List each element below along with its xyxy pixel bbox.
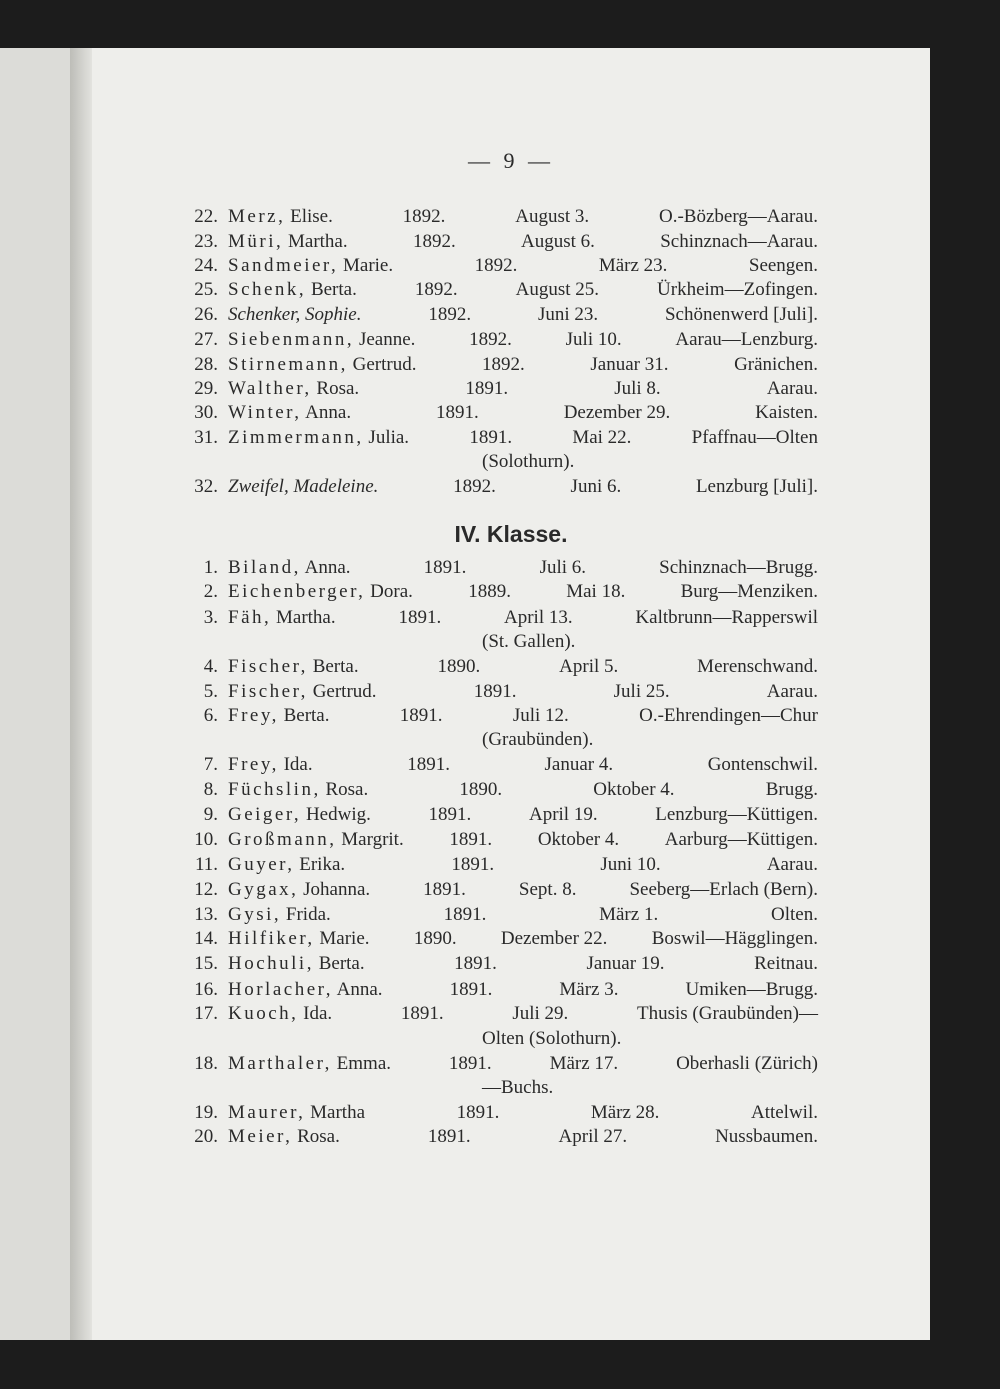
entry-surname: Gygax, (228, 879, 299, 900)
entry-surname: Stirnemann, (228, 354, 348, 375)
entry-text (228, 1125, 818, 1149)
entry-text (228, 878, 818, 902)
entry-text (228, 680, 818, 704)
entry-name (228, 753, 313, 777)
entry-number: 12. (194, 879, 218, 900)
entry-firstname: Marie. (314, 928, 370, 949)
entry-number: 9. (203, 804, 218, 825)
entry-number: 16. (194, 979, 218, 1000)
entry-surname: Walther, (228, 378, 312, 399)
entry-text (228, 1052, 818, 1076)
entry-date: August 25. (515, 279, 600, 300)
entry-name (228, 606, 336, 630)
entry-year: 1890. (459, 779, 503, 800)
entry-name (228, 401, 351, 425)
entry-date: Dezember 22. (500, 928, 608, 949)
entry-firstname: Berta. (306, 279, 357, 300)
entry-text (228, 952, 818, 976)
entry-number: 3. (203, 607, 218, 628)
entry-number: 22. (194, 206, 218, 227)
entry-date: März 28. (590, 1102, 660, 1123)
entry-place: Burg—Menziken. (680, 581, 818, 602)
entry-date: Juli 12. (512, 705, 569, 726)
entry-place: Pfaffnau—Olten (691, 427, 818, 448)
entry-firstname: Ida. (278, 754, 313, 775)
entry-firstname: Rosa. (320, 779, 369, 800)
entry-date: März 17. (549, 1053, 619, 1074)
entry-date: Oktober 4. (537, 829, 620, 850)
entry-surname: Müri, (228, 231, 284, 252)
entry-year: 1891. (423, 557, 467, 578)
entry-place: Aarau. (766, 378, 818, 399)
entry-name (228, 878, 370, 902)
entry-number: 28. (194, 354, 218, 375)
entry-year: 1892. (414, 279, 458, 300)
entry-firstname: Berta. (307, 656, 359, 677)
entry-number: 18. (194, 1053, 218, 1074)
entry-date: Oktober 4. (593, 779, 675, 800)
entry-date: Juli 8. (614, 378, 661, 399)
entry-name (228, 1125, 340, 1149)
entry-text (228, 475, 818, 499)
entry-firstname: Margrit. (336, 829, 404, 850)
entry-place: Boswil—Hägglingen. (651, 928, 818, 949)
entry-place: Ürkheim—Zofingen. (657, 279, 818, 300)
entry-place: Thusis (Graubünden)— (636, 1003, 818, 1024)
entry-surname: Frey, (228, 754, 279, 775)
entry-name (228, 278, 357, 302)
entry-firstname: Gertrud. (347, 354, 417, 375)
entry-year: 1891. (469, 427, 513, 448)
entry-name (228, 377, 359, 401)
entry-year: 1890. (437, 656, 481, 677)
entry-name (228, 580, 413, 604)
entry-firstname: Anna. (300, 557, 351, 578)
entry-year: 1891. (443, 904, 487, 925)
entry-name (228, 952, 365, 976)
document-page (92, 48, 930, 1340)
entry-firstname: Berta. (278, 705, 330, 726)
entry-date: März 3. (559, 979, 619, 1000)
entry-year: 1891. (428, 804, 472, 825)
entry-name (228, 303, 362, 327)
entry-firstname: Erika. (294, 854, 346, 875)
entry-date: Juli 10. (565, 329, 622, 350)
entry-number: 8. (203, 779, 218, 800)
entry-place: Nussbaumen. (715, 1126, 818, 1147)
entry-place: Gontenschwil. (707, 754, 818, 775)
entry-text (228, 978, 818, 1002)
entry-surname: Marthaler, (228, 1053, 332, 1074)
entry-date: Dezember 29. (563, 402, 671, 423)
entry-text (228, 254, 818, 278)
entry-name (228, 978, 383, 1002)
entry-name (228, 254, 393, 278)
entry-number: 1. (203, 557, 218, 578)
entry-number: 5. (203, 681, 218, 702)
entry-year: 1891. (427, 1126, 471, 1147)
entry-firstname: Johanna. (298, 879, 371, 900)
entry-year: 1891. (423, 879, 466, 900)
entry-date: Januar 19. (586, 953, 665, 974)
entry-year: 1891. (451, 854, 495, 875)
entry-surname: Biland, (228, 557, 301, 578)
entry-number: 23. (194, 231, 218, 252)
entry-surname: Meier, (228, 1126, 293, 1147)
entry-year: 1891. (436, 402, 479, 423)
entry-name (228, 853, 345, 877)
entry-name (228, 704, 330, 728)
section-heading: IV. Klasse. (454, 521, 568, 547)
entry-year: 1892. (469, 329, 512, 350)
entry-place: Oberhasli (Zürich) (676, 1053, 818, 1074)
entry-place: Schinznach—Brugg. (659, 557, 818, 578)
entry-surname: Schenk, (228, 279, 307, 300)
entry-text (228, 401, 818, 425)
entry-year: 1892. (482, 354, 525, 375)
entry-firstname: Anna. (332, 979, 383, 1000)
entry-number: 24. (194, 255, 218, 276)
entry-text (228, 1101, 818, 1125)
entry-date: Mai 22. (572, 427, 632, 448)
entry-number: 7. (203, 754, 218, 775)
entry-name (228, 828, 404, 852)
entry-firstname: Dora. (365, 581, 413, 602)
entry-year: 1891. (448, 1053, 492, 1074)
entry-surname: Fischer, (228, 656, 308, 677)
entry-place: Lenzburg—Küttigen. (655, 804, 818, 825)
entry-firstname: Rosa. (292, 1126, 340, 1147)
entry-date: März 1. (599, 904, 659, 925)
entry-date: August 6. (521, 231, 595, 252)
entry-number: 17. (194, 1003, 218, 1024)
entry-firstname: Elise. (285, 206, 333, 227)
entry-date: Juli 29. (512, 1003, 569, 1024)
entry-year: 1892. (474, 255, 518, 276)
entry-place: Brugg. (765, 779, 818, 800)
entry-date: Sept. 8. (518, 879, 577, 900)
entry-number: 29. (194, 378, 218, 399)
entry-place: Aarau. (766, 681, 818, 702)
entry-name (228, 1002, 332, 1026)
entry-surname: Großmann, (228, 829, 337, 850)
entry-date: März 23. (598, 255, 668, 276)
entry-place: Aarau—Lenzburg. (675, 329, 818, 350)
entry-place: O.-Ehrendingen—Chur (639, 705, 818, 726)
entry-text (228, 655, 818, 679)
entry-surname: Guyer, (228, 854, 295, 875)
entry-text (228, 778, 818, 802)
entry-text (228, 606, 818, 630)
entry-number: 6. (203, 705, 218, 726)
entry-surname: Winter, (228, 402, 302, 423)
entry-number: 31. (194, 427, 218, 448)
entry-firstname: Anna. (301, 402, 352, 423)
entry-firstname: Martha. (283, 231, 348, 252)
entry-continuation-text: Olten (Solothurn). (482, 1028, 622, 1049)
entry-date: April 27. (558, 1126, 628, 1147)
entry-text (228, 704, 818, 728)
entry-number: 13. (194, 904, 218, 925)
entry-date: April 13. (504, 607, 573, 628)
entry-name (228, 1052, 391, 1076)
entry-number: 19. (194, 1102, 218, 1123)
entry-number: 25. (194, 279, 218, 300)
entry-date: Januar 4. (544, 754, 614, 775)
entry-surname: Fischer, (228, 681, 308, 702)
entry-year: 1889. (468, 581, 511, 602)
entry-surname: Merz, (228, 206, 286, 227)
entry-place: Olten. (771, 904, 818, 925)
entry-text (228, 803, 818, 827)
entry-year: 1891. (449, 829, 493, 850)
entry-text (228, 353, 818, 377)
entry-year: 1891. (400, 1003, 444, 1024)
entry-year: 1892. (453, 476, 496, 497)
entry-firstname: Ida. (298, 1003, 333, 1024)
entry-name (228, 903, 331, 927)
entry-name (228, 803, 371, 827)
entry-place: O.-Bözberg—Aarau. (658, 206, 818, 227)
entry-place: Attelwil. (750, 1102, 818, 1123)
entry-year: 1891. (449, 979, 493, 1000)
entry-continuation-text: (St. Gallen). (482, 631, 576, 652)
entry-surname: Zweifel, (228, 476, 289, 497)
entry-surname: Siebenmann, (228, 329, 355, 350)
entry-continuation-text: (Graubünden). (482, 729, 594, 750)
entry-number: 26. (194, 304, 218, 325)
entry-name (228, 1101, 365, 1125)
entry-firstname: Julia. (363, 427, 410, 448)
entry-surname: Fäh, (228, 607, 272, 628)
entry-firstname: Emma. (331, 1053, 392, 1074)
entry-text (228, 903, 818, 927)
entry-continuation-text: (Solothurn). (482, 451, 575, 472)
entry-date: Juni 23. (537, 304, 599, 325)
entry-surname: Maurer, (228, 1102, 306, 1123)
entry-number: 20. (194, 1126, 218, 1147)
entry-surname: Geiger, (228, 804, 302, 825)
entry-place: Kaisten. (755, 402, 818, 423)
entry-place: Schinznach—Aarau. (660, 231, 818, 252)
entry-name (228, 778, 368, 802)
entry-firstname: Madeleine. (288, 476, 379, 497)
entry-number: 32. (194, 476, 218, 497)
entry-year: 1891. (456, 1102, 500, 1123)
entry-place: Schönenwerd [Juli]. (664, 304, 818, 325)
entry-text (228, 927, 818, 951)
entry-place: Umiken—Brugg. (685, 979, 818, 1000)
entry-year: 1892. (402, 206, 446, 227)
entry-text (228, 556, 818, 580)
entry-place: Seeberg—Erlach (Bern). (629, 879, 818, 900)
page-number: — 9 — (468, 148, 554, 173)
entry-year: 1891. (398, 607, 442, 628)
entry-text (228, 1002, 818, 1026)
entry-name (228, 556, 351, 580)
entry-firstname: Sophie. (300, 304, 362, 325)
entry-text (228, 328, 818, 352)
entry-date: Juli 6. (539, 557, 587, 578)
entry-date: August 3. (515, 206, 590, 227)
entry-place: Reitnau. (754, 953, 818, 974)
entry-surname: Schenker, (228, 304, 301, 325)
entry-place: Merenschwand. (697, 656, 818, 677)
entry-number: 10. (194, 829, 218, 850)
entry-name (228, 353, 416, 377)
entry-text (228, 303, 818, 327)
entry-text (228, 753, 818, 777)
entry-number: 27. (194, 329, 218, 350)
entry-firstname: Martha. (271, 607, 336, 628)
entry-surname: Gysi, (228, 904, 282, 925)
entry-year: 1892. (412, 231, 456, 252)
entry-firstname: Hedwig. (301, 804, 371, 825)
entry-place: Aarau. (766, 854, 818, 875)
entry-place: Seengen. (748, 255, 818, 276)
entry-number: 15. (194, 953, 218, 974)
entry-name (228, 475, 378, 499)
entry-name (228, 328, 415, 352)
entry-surname: Füchslin, (228, 779, 321, 800)
entry-surname: Sandmeier, (228, 255, 339, 276)
entry-firstname: Gertrud. (307, 681, 377, 702)
entry-firstname: Martha (305, 1102, 366, 1123)
entry-firstname: Marie. (338, 255, 394, 276)
entry-number: 11. (194, 854, 218, 875)
entry-text (228, 230, 818, 254)
entry-surname: Horlacher, (228, 979, 333, 1000)
entry-date: Juni 6. (570, 476, 622, 497)
entry-year: 1891. (473, 681, 517, 702)
entry-text (228, 580, 818, 604)
entry-name (228, 927, 370, 951)
entry-name (228, 426, 409, 450)
entry-name (228, 680, 377, 704)
entry-year: 1891. (454, 953, 497, 974)
entry-name (228, 230, 348, 254)
entry-surname: Eichenberger, (228, 581, 366, 602)
entry-surname: Kuoch, (228, 1003, 299, 1024)
entry-date: April 19. (528, 804, 598, 825)
entry-date: Mai 18. (566, 581, 626, 602)
entry-name (228, 655, 359, 679)
entry-year: 1890. (413, 928, 457, 949)
entry-surname: Frey, (228, 705, 279, 726)
entry-text (228, 278, 818, 302)
entry-text (228, 426, 818, 450)
entry-date: Januar 31. (590, 354, 669, 375)
entry-firstname: Berta. (313, 953, 365, 974)
entry-place: Lenzburg [Juli]. (695, 476, 818, 497)
entry-place: Aarburg—Küttigen. (664, 829, 818, 850)
entry-firstname: Rosa. (311, 378, 360, 399)
entry-place: Kaltbrunn—Rapperswil (635, 607, 818, 628)
entry-firstname: Jeanne. (354, 329, 416, 350)
entry-date: April 5. (559, 656, 619, 677)
entry-firstname: Frida. (281, 904, 331, 925)
entry-place: Gränichen. (734, 354, 818, 375)
entry-name (228, 205, 333, 229)
entry-year: 1891. (465, 378, 509, 399)
entry-date: Juni 10. (600, 854, 661, 875)
entry-year: 1891. (399, 705, 443, 726)
entry-number: 14. (194, 928, 218, 949)
entry-year: 1891. (407, 754, 450, 775)
entry-text (228, 828, 818, 852)
entry-number: 30. (194, 402, 218, 423)
entry-number: 4. (203, 656, 218, 677)
entry-continuation-text: —Buchs. (482, 1077, 554, 1098)
entry-year: 1892. (428, 304, 472, 325)
entry-text (228, 853, 818, 877)
entry-surname: Hochuli, (228, 953, 314, 974)
entry-number: 2. (203, 581, 218, 602)
entry-surname: Zimmermann, (228, 427, 364, 448)
entry-surname: Hilfiker, (228, 928, 315, 949)
entry-text (228, 205, 818, 229)
entry-date: Juli 25. (613, 681, 670, 702)
entry-text (228, 377, 818, 401)
